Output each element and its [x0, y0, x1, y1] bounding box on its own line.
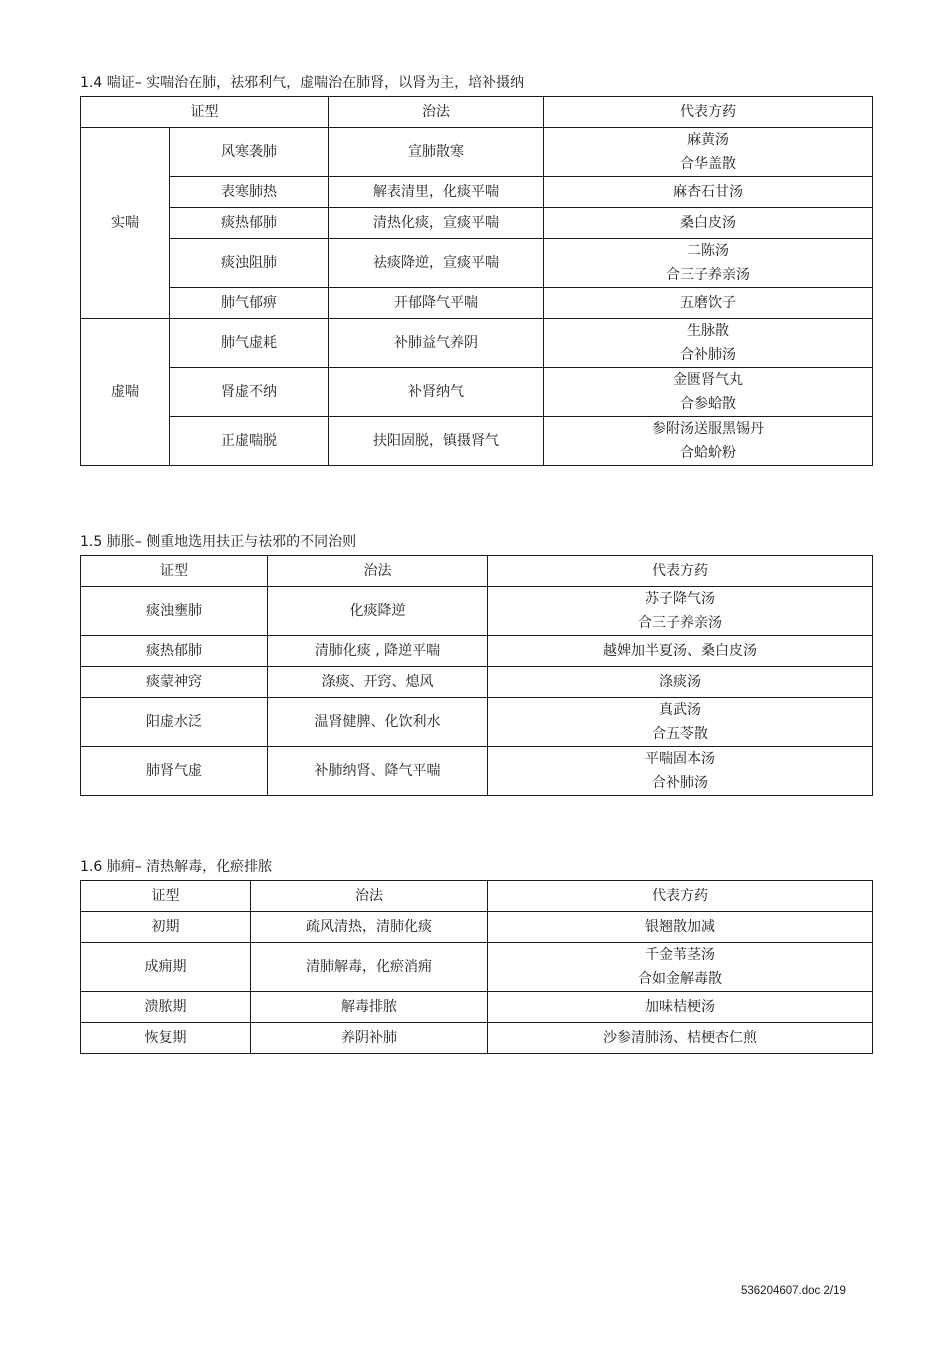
rx-line: 真武汤: [659, 702, 701, 718]
cell-method: 温肾健脾、化饮利水: [268, 698, 488, 747]
table-row: [81, 747, 873, 796]
page-footer: 536204607.doc 2/19: [741, 1285, 846, 1297]
rx-line: 千金苇茎汤: [645, 947, 715, 963]
cell-rx: 越婢加半夏汤、桑白皮汤: [488, 636, 873, 667]
header-method: 治法: [329, 97, 544, 128]
cell-method: 疏风清热，清肺化痰: [251, 912, 488, 943]
section-heading-1-4: 1.4 喘证– 实喘治在肺，祛邪利气，虚喘治在肺肾，以肾为主，培补摄纳: [80, 75, 525, 91]
cell-type: 阳虚水泛: [81, 698, 268, 747]
cell-type: 表寒肺热: [170, 177, 329, 208]
table-header-row: [81, 556, 873, 587]
cell-method: 扶阳固脱，镇摄肾气: [329, 417, 544, 466]
header-rx: 代表方药: [488, 556, 873, 587]
table-lung-abscess: [80, 880, 873, 1054]
rx-line: 合蛤蚧粉: [680, 445, 736, 461]
section-heading-1-6: 1.6 肺痈– 清热解毒，化瘀排脓: [80, 859, 273, 875]
cell-type: 成痈期: [81, 943, 251, 992]
cell-method: 补肺益气养阴: [329, 319, 544, 368]
cell-rx: 沙参清肺汤、桔梗杏仁煎: [488, 1023, 873, 1054]
cell-rx: [488, 698, 873, 747]
rx-line: 合三子养亲汤: [638, 615, 722, 631]
cell-rx: [488, 747, 873, 796]
cell-rx: [544, 417, 873, 466]
rx-line: 合三子养亲汤: [666, 267, 750, 283]
table-row: [81, 368, 873, 417]
cell-type: 肾虚不纳: [170, 368, 329, 417]
table-row: [81, 319, 873, 368]
rx-line: 合如金解毒散: [638, 971, 722, 987]
cell-method: 补肾纳气: [329, 368, 544, 417]
cell-rx: 桑白皮汤: [544, 208, 873, 239]
table-header-row: [81, 881, 873, 912]
header-type: 证型: [81, 881, 251, 912]
cell-rx: [544, 128, 873, 177]
cell-method: 补肺纳肾、降气平喘: [268, 747, 488, 796]
table-row: [81, 912, 873, 943]
section-heading-1-5: 1.5 肺胀– 侧重地选用扶正与祛邪的不同治则: [80, 534, 357, 550]
table-row: [81, 128, 873, 177]
cell-type: 肺肾气虚: [81, 747, 268, 796]
table-row: [81, 667, 873, 698]
rx-line: 合补肺汤: [680, 347, 736, 363]
table-row: [81, 239, 873, 288]
cell-type: 初期: [81, 912, 251, 943]
table-row: [81, 698, 873, 747]
cell-rx: [544, 319, 873, 368]
cell-type: 痰蒙神窍: [81, 667, 268, 698]
cell-method: 清肺解毒，化瘀消痈: [251, 943, 488, 992]
rx-line: 生脉散: [687, 323, 729, 339]
header-rx: 代表方药: [488, 881, 873, 912]
cell-type: 痰热郁肺: [170, 208, 329, 239]
table-asthma: [80, 96, 873, 466]
cell-type: 恢复期: [81, 1023, 251, 1054]
table-row: [81, 943, 873, 992]
rx-line: 平喘固本汤: [645, 751, 715, 767]
cell-type: 溃脓期: [81, 992, 251, 1023]
table-row: [81, 417, 873, 466]
header-method: 治法: [268, 556, 488, 587]
header-type: 证型: [81, 556, 268, 587]
rx-line: 参附汤送服黑锡丹: [652, 421, 764, 437]
table-row: [81, 587, 873, 636]
cell-method: 解毒排脓: [251, 992, 488, 1023]
cell-type: 痰浊阻肺: [170, 239, 329, 288]
table-lung-distension: [80, 555, 873, 796]
cell-rx: 银翘散加减: [488, 912, 873, 943]
cell-type: 风寒袭肺: [170, 128, 329, 177]
rx-line: 合华盖散: [680, 156, 736, 172]
cell-type: 肺气郁痹: [170, 288, 329, 319]
cell-method: 化痰降逆: [268, 587, 488, 636]
table-row: [81, 208, 873, 239]
cell-method: 涤痰、开窍、熄风: [268, 667, 488, 698]
cell-rx: [488, 587, 873, 636]
rx-line: 金匮肾气丸: [673, 372, 743, 388]
cell-method: 养阴补肺: [251, 1023, 488, 1054]
cell-method: 开郁降气平喘: [329, 288, 544, 319]
group-label: 虚喘: [81, 319, 170, 466]
group-label: 实喘: [81, 128, 170, 319]
header-method: 治法: [251, 881, 488, 912]
rx-line: 合补肺汤: [652, 775, 708, 791]
cell-method: 解表清里，化痰平喘: [329, 177, 544, 208]
cell-method: 祛痰降逆，宣痰平喘: [329, 239, 544, 288]
cell-rx: 加味桔梗汤: [488, 992, 873, 1023]
cell-rx: 麻杏石甘汤: [544, 177, 873, 208]
table-row: [81, 636, 873, 667]
cell-rx: [488, 943, 873, 992]
cell-method: 清热化痰，宣痰平喘: [329, 208, 544, 239]
rx-line: 麻黄汤: [687, 132, 729, 148]
table-row: [81, 288, 873, 319]
cell-method: 宣肺散寒: [329, 128, 544, 177]
table-row: [81, 992, 873, 1023]
cell-type: 痰浊壅肺: [81, 587, 268, 636]
cell-method: 清肺化痰 , 降逆平喘: [268, 636, 488, 667]
cell-rx: [544, 239, 873, 288]
cell-rx: 五磨饮子: [544, 288, 873, 319]
rx-line: 苏子降气汤: [645, 591, 715, 607]
cell-type: 痰热郁肺: [81, 636, 268, 667]
table-row: [81, 177, 873, 208]
rx-line: 合参蛤散: [680, 396, 736, 412]
cell-rx: 涤痰汤: [488, 667, 873, 698]
cell-type: 肺气虚耗: [170, 319, 329, 368]
rx-line: 二陈汤: [687, 243, 729, 259]
header-rx: 代表方药: [544, 97, 873, 128]
header-type: 证型: [81, 97, 329, 128]
cell-rx: [544, 368, 873, 417]
cell-type: 正虚喘脱: [170, 417, 329, 466]
table-row: [81, 1023, 873, 1054]
rx-line: 合五苓散: [652, 726, 708, 742]
table-header-row: [81, 97, 873, 128]
